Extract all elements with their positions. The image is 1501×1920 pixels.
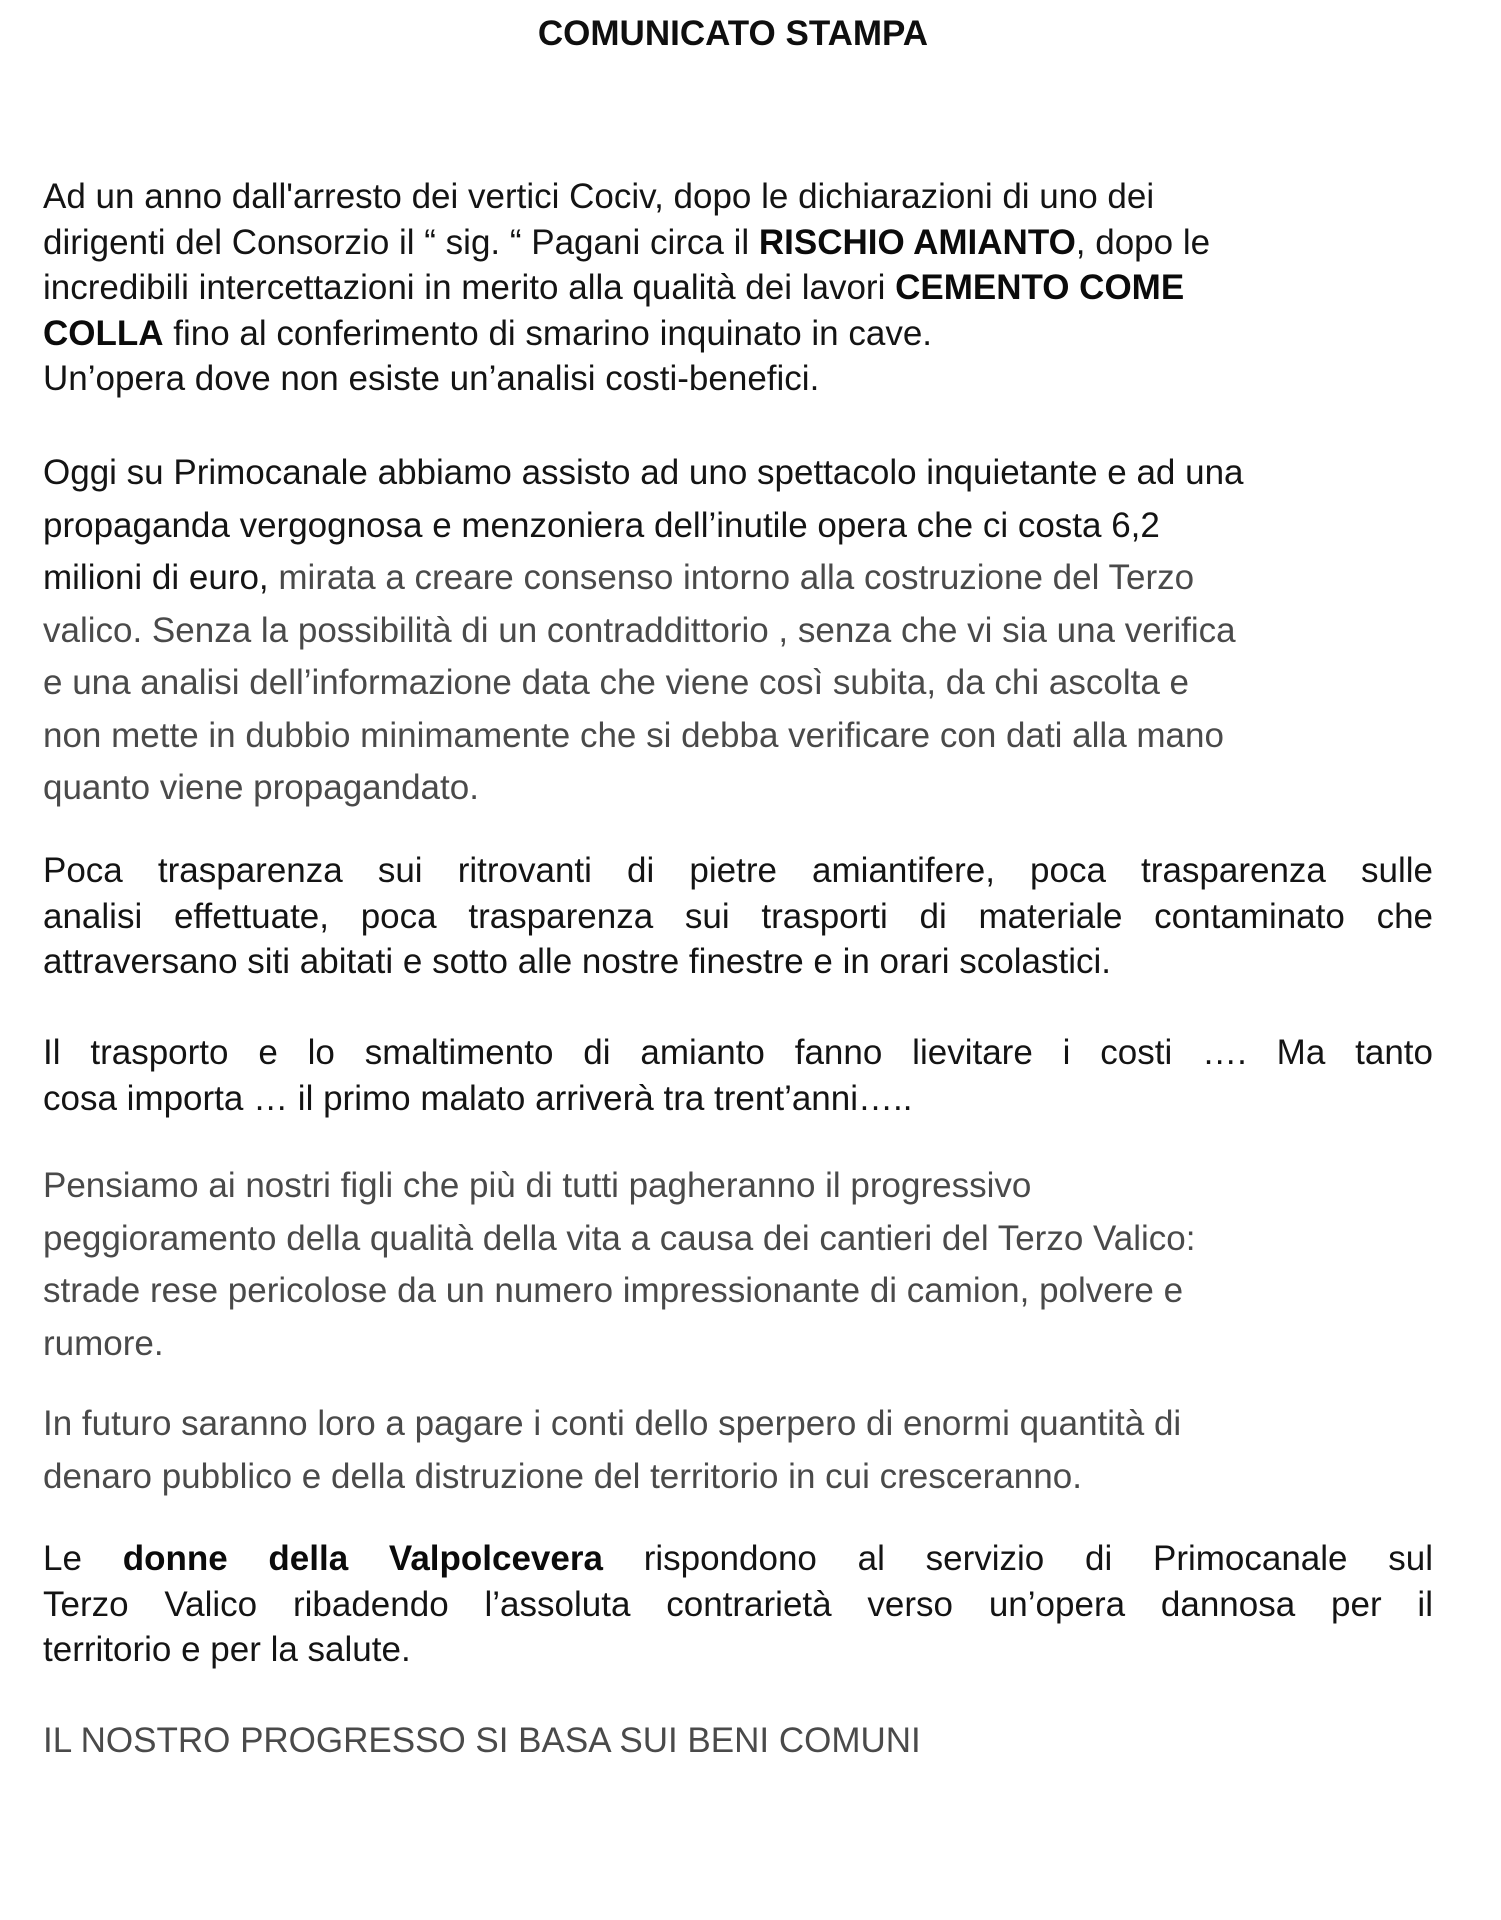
- emphasis-asbestos-risk: RISCHIO AMIANTO: [758, 222, 1076, 262]
- text-line: attraversano siti abitati e sotto alle nostre finestre e in orari scolastici.: [43, 942, 1111, 981]
- text-line: cosa importa … il primo malato arriverà tra trent’anni…..: [43, 1078, 913, 1118]
- text-line: territorio e per la salute.: [43, 1630, 411, 1669]
- paragraph-women-valpolcevera: [43, 1536, 1433, 1673]
- paragraph-primocanale: [43, 447, 1433, 815]
- text-line: Oggi su Primocanale abbiamo assisto ad uno spettacolo inquietante e ad una: [43, 453, 1244, 492]
- text-line: rumore.: [43, 1323, 164, 1363]
- text-line: strade rese pericolose da un numero impressionante di camion, polvere e: [43, 1271, 1184, 1310]
- text-segment: incredibili intercettazioni in merito alla qualità dei lavori: [43, 268, 896, 307]
- paragraph-future: [43, 1398, 1433, 1503]
- text-line: analisi effettuate, poca trasparenza sui trasporti di materiale contaminato che: [43, 896, 1433, 936]
- text-line: [43, 1536, 1433, 1582]
- emphasis-glue: COLLA: [43, 313, 164, 353]
- text-line: [43, 311, 1433, 357]
- text-line: Il trasporto e lo smaltimento di amianto fanno lievitare i costi …. Ma tanto: [43, 1033, 1433, 1072]
- text-line: In futuro saranno loro a pagare i conti dello sperpero di enormi quantità di: [43, 1404, 1182, 1443]
- text-line: quanto viene propagandato.: [43, 768, 479, 807]
- text-line: e una analisi dell’informazione data che viene così subita, da chi ascolta e: [43, 663, 1189, 702]
- emphasis-cement-like-glue: CEMENTO COME: [895, 268, 1185, 307]
- text-line: denaro pubblico e della distruzione del territorio in cui cresceranno.: [43, 1456, 1082, 1496]
- text-line: valico. Senza la possibilità di un contraddittorio , senza che vi sia una verifica: [43, 610, 1236, 650]
- page-title: COMUNICATO STAMPA: [537, 14, 929, 53]
- text-line: Un’opera dove non esiste un’analisi costi-benefici.: [43, 359, 820, 398]
- text-segment: mirata a creare consenso intorno alla costruzione del Terzo: [278, 558, 1195, 597]
- emphasis-women-valpolcevera: donne della Valpolcevera: [122, 1539, 603, 1578]
- paragraph-costs: [43, 1030, 1433, 1121]
- text-segment: fino al conferimento di smarino inquinato in cave.: [163, 313, 933, 353]
- text-line: Poca trasparenza sui ritrovanti di pietre amiantifere, poca trasparenza sulle: [43, 851, 1433, 890]
- text-line: propaganda vergognosa e menzoniera dell’inutile opera che ci costa 6,2: [43, 505, 1160, 545]
- text-line: [43, 265, 1433, 311]
- text-line: Pensiamo ai nostri figli che più di tutti pagheranno il progressivo: [43, 1166, 1032, 1205]
- text-segment: rispondono al servizio di Primocanale sul: [602, 1539, 1433, 1578]
- text-line: peggioramento della qualità della vita a causa dei cantieri del Terzo Valico:: [43, 1218, 1196, 1258]
- closing-slogan: IL NOSTRO PROGRESSO SI BASA SUI BENI COMUNI: [43, 1721, 921, 1760]
- paragraph-intro: [43, 174, 1433, 402]
- text-segment: , dopo le: [1075, 222, 1211, 262]
- text-segment: milioni di euro,: [43, 558, 279, 597]
- text-line: Ad un anno dall'arresto dei vertici Cociv, dopo le dichiarazioni di uno dei: [43, 177, 1155, 216]
- text-segment: Le: [43, 1539, 123, 1578]
- text-line: [43, 552, 1433, 605]
- text-line: Terzo Valico ribadendo l’assoluta contrarietà verso un’opera dannosa per il: [43, 1584, 1433, 1624]
- paragraph-transparency: [43, 848, 1433, 985]
- text-line: non mette in dubbio minimamente che si debba verificare con dati alla mano: [43, 715, 1224, 755]
- text-segment: dirigenti del Consorzio il “ sig. “ Pagani circa il: [43, 222, 759, 262]
- paragraph-children: [43, 1160, 1433, 1370]
- text-line: [43, 220, 1433, 266]
